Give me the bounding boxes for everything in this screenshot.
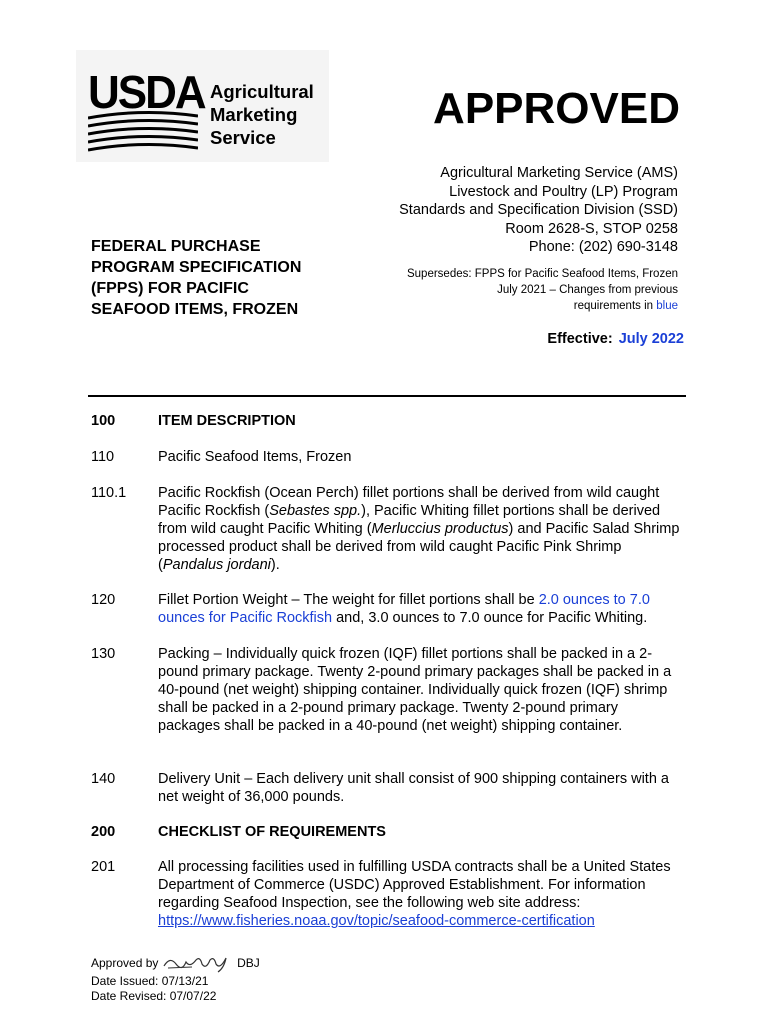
date-revised: Date Revised: 07/07/22 <box>91 989 217 1003</box>
document-footer <box>91 954 260 1004</box>
section-heading: CHECKLIST OF REQUIREMENTS <box>158 824 386 840</box>
supersedes-line <box>407 298 678 314</box>
usda-logo-wordmark: USDA <box>88 66 205 119</box>
logo-line-1: Agricultural <box>210 81 314 102</box>
effective-date-value: July 2022 <box>618 331 684 347</box>
supersedes-prefix: requirements in <box>573 300 657 312</box>
title-line: FEDERAL PURCHASE <box>91 238 261 255</box>
signature-icon <box>162 954 234 974</box>
logo-line-3: Service <box>210 127 276 148</box>
title-line: PROGRAM SPECIFICATION <box>91 259 302 276</box>
section-number: 140 <box>91 771 116 787</box>
approved-by-label: Approved by <box>91 956 159 971</box>
section-text <box>158 591 683 627</box>
address-line: Room 2628-S, STOP 0258 <box>505 220 678 237</box>
address-phone: Phone: (202) 690-3148 <box>528 239 678 256</box>
usda-logo-swoosh-icon <box>88 110 198 154</box>
title-line: (FPPS) FOR PACIFIC <box>91 280 249 297</box>
section-number: 120 <box>91 592 116 608</box>
species-name: Merluccius productus <box>371 521 509 537</box>
date-issued: Date Issued: 07/13/21 <box>91 974 209 988</box>
effective-label: Effective: <box>547 331 613 347</box>
section-text <box>158 858 683 930</box>
logo-line-2: Marketing <box>210 104 298 125</box>
section-number: 110 <box>91 449 115 465</box>
approver-initials: DBJ <box>237 956 260 971</box>
seafood-certification-link[interactable]: https://www.fisheries.noaa.gov/topic/seafood-commerce-certification <box>158 913 595 929</box>
approval-line <box>91 954 260 974</box>
document-title <box>91 236 351 320</box>
approved-stamp: APPROVED <box>433 84 680 133</box>
section-number: 100 <box>91 413 116 429</box>
address-line: Agricultural Marketing Service (AMS) <box>440 165 678 181</box>
text-run: ). <box>270 557 280 573</box>
text-run: ) and Pacific Salad Shrimp processed product shall be derived from wild caught Pacific Pink Shrimp ( <box>158 521 680 573</box>
species-name: Sebastes spp. <box>269 503 362 519</box>
supersedes-line: Supersedes: FPPS for Pacific Seafood Items, Frozen <box>406 268 678 280</box>
section-number: 200 <box>91 824 116 840</box>
species-name: Pandalus jordani <box>162 557 271 573</box>
logo-agency-name <box>210 80 314 149</box>
address-line: Livestock and Poultry (LP) Program <box>449 183 678 200</box>
changed-text: 2.0 ounces to 7.0 ounces for Pacific Rockfish <box>158 592 650 626</box>
section-number: 110.1 <box>91 485 127 501</box>
supersedes-blue-word: blue <box>656 300 678 312</box>
section-number: 130 <box>91 646 116 662</box>
text-run: Pacific Rockfish (Ocean Perch) fillet portions shall be derived from wild caught Pacific Rockfish ( <box>158 485 660 519</box>
address-line: Standards and Specification Division (SSD) <box>399 202 678 219</box>
section-heading: ITEM DESCRIPTION <box>158 413 296 429</box>
section-text: Delivery Unit – Each delivery unit shall consist of 900 shipping containers with a net weight of 36,000 pounds. <box>158 771 669 805</box>
section-number: 201 <box>91 859 116 875</box>
text-run: Fillet Portion Weight – The weight for fillet portions shall be <box>158 592 539 608</box>
title-line: SEAFOOD ITEMS, FROZEN <box>91 301 299 318</box>
agency-address <box>399 164 678 257</box>
header-divider <box>88 395 686 397</box>
text-run: ), Pacific Whiting fillet portions shall be derived from wild caught Pacific Whiting ( <box>158 503 661 537</box>
section-text <box>158 484 683 574</box>
supersedes-note <box>407 266 678 314</box>
effective-date <box>547 331 684 347</box>
supersedes-line: July 2021 – Changes from previous <box>497 284 678 296</box>
section-text: Packing – Individually quick frozen (IQF) fillet portions shall be packed in a 2-pound primary package. Twenty 2-pound primary packages shall be packed in a 40-pound (net weight) shipping container. Individually quick frozen (IQF) shrimp shall be packed in a 2-pound primary package. Twenty 2-pound primary packages shall be packed in a 40-pound (net weight) shipping container. <box>158 646 672 734</box>
section-text: Pacific Seafood Items, Frozen <box>158 449 352 465</box>
text-run: All processing facilities used in fulfilling USDA contracts shall be a United States Department of Commerce (USDC) Approved Establishment. For information regarding Seafood Inspection, see the following web site address: <box>158 859 671 911</box>
text-run: and, 3.0 ounces to 7.0 ounce for Pacific Whiting. <box>332 610 648 626</box>
